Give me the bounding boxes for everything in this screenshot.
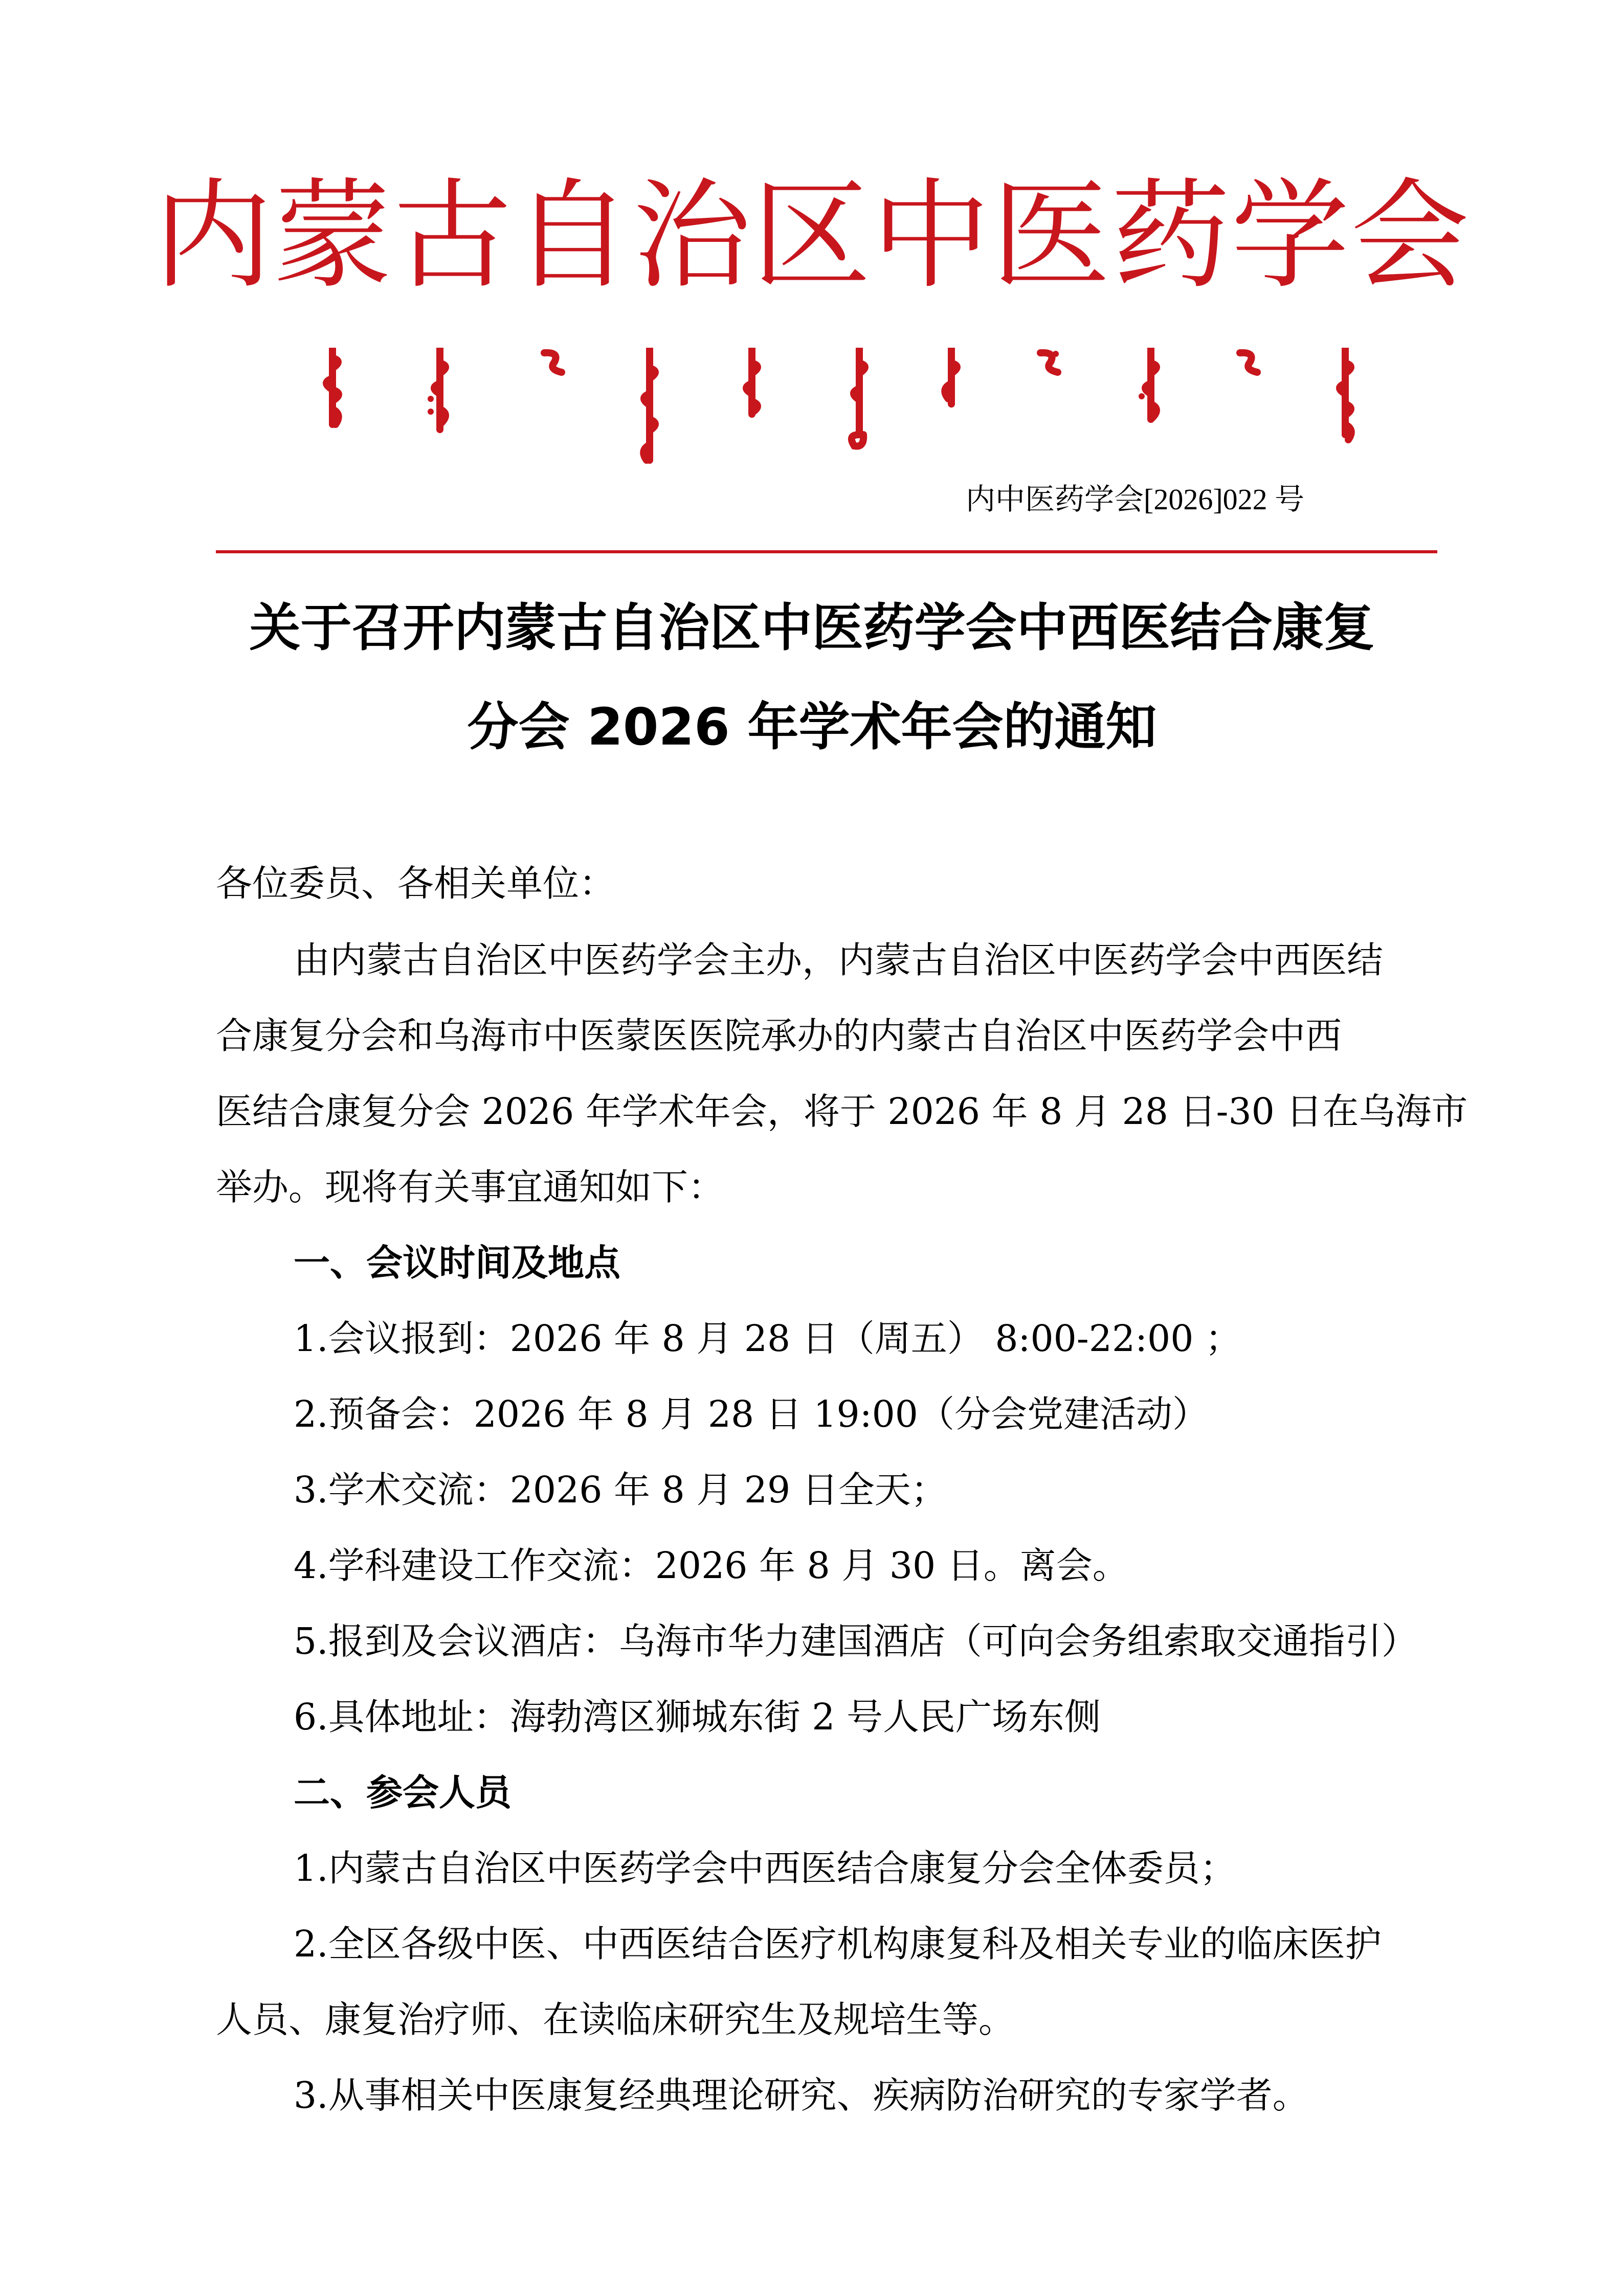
section-2-item-2-cont: 人员、康复治疗师、在读临床研究生及规培生等。 [216, 1998, 1015, 2041]
mongolian-word-9 [1136, 348, 1166, 430]
mongolian-word-1 [317, 348, 348, 435]
section-2-item-2: 2.全区各级中医、中西医结合医疗机构康复科及相关专业的临床医护 [294, 1923, 1382, 1965]
section-1-item-6: 6.具体地址：海勃湾区狮城东街 2 号人民广场东侧 [294, 1696, 1101, 1738]
section-1-item-2: 2.预备会：2026 年 8 月 28 日 19:00（分会党建活动） [294, 1393, 1209, 1435]
intro-line-1: 由内蒙古自治区中医药学会主办，内蒙古自治区中医药学会中西医结 [294, 939, 1384, 981]
salutation: 各位委员、各相关单位： [216, 862, 616, 905]
org-name-heading: 内蒙古自治区中医药学会 [153, 167, 1471, 305]
mongolian-word-10 [1233, 348, 1263, 378]
intro-line-3: 医结合康复分会 2026 年学术年会，将于 2026 年 8 月 28 日-30 日在乌海市 [216, 1090, 1468, 1133]
header-divider [216, 550, 1437, 553]
section-2-item-1: 1.内蒙古自治区中医药学会中西医结合康复分会全体委员； [294, 1847, 1236, 1889]
mongolian-word-3 [537, 348, 568, 378]
mongolian-script-org-name [302, 348, 1391, 481]
section-2-heading: 二、参会人员 [294, 1771, 512, 1814]
document-number: 内中医药学会[2026]022 号 [966, 483, 1305, 516]
section-1-heading: 一、会议时间及地点 [294, 1242, 621, 1284]
section-1-item-4: 4.学科建设工作交流：2026 年 8 月 30 日。离会。 [294, 1544, 1129, 1587]
mongolian-word-5 [737, 348, 767, 424]
mongolian-word-7 [936, 348, 967, 414]
mongolian-word-11 [1330, 348, 1361, 445]
intro-line-2: 合康复分会和乌海市中医蒙医医院承办的内蒙古自治区中医药学会中西 [216, 1015, 1342, 1057]
mongolian-word-6 [844, 348, 875, 450]
notice-title-line-1: 关于召开内蒙古自治区中医药学会中西医结合康复 [249, 598, 1375, 658]
mongolian-word-4 [634, 348, 665, 470]
notice-title-line-2: 分会 2026 年学术年会的通知 [467, 697, 1157, 757]
section-1-item-1: 1.会议报到：2026 年 8 月 28 日（周五） 8:00-22:00 ； [294, 1317, 1241, 1360]
section-1-item-5: 5.报到及会议酒店：乌海市华力建国酒店（可向会务组索取交通指引） [294, 1620, 1418, 1662]
intro-line-4: 举办。现将有关事宜通知如下： [216, 1166, 725, 1208]
mongolian-word-8 [1033, 348, 1064, 378]
section-2-item-3: 3.从事相关中医康复经典理论研究、疾病防治研究的专家学者。 [294, 2074, 1309, 2117]
mongolian-word-2 [425, 348, 455, 440]
section-1-item-3: 3.学术交流：2026 年 8 月 29 日全天； [294, 1469, 947, 1511]
